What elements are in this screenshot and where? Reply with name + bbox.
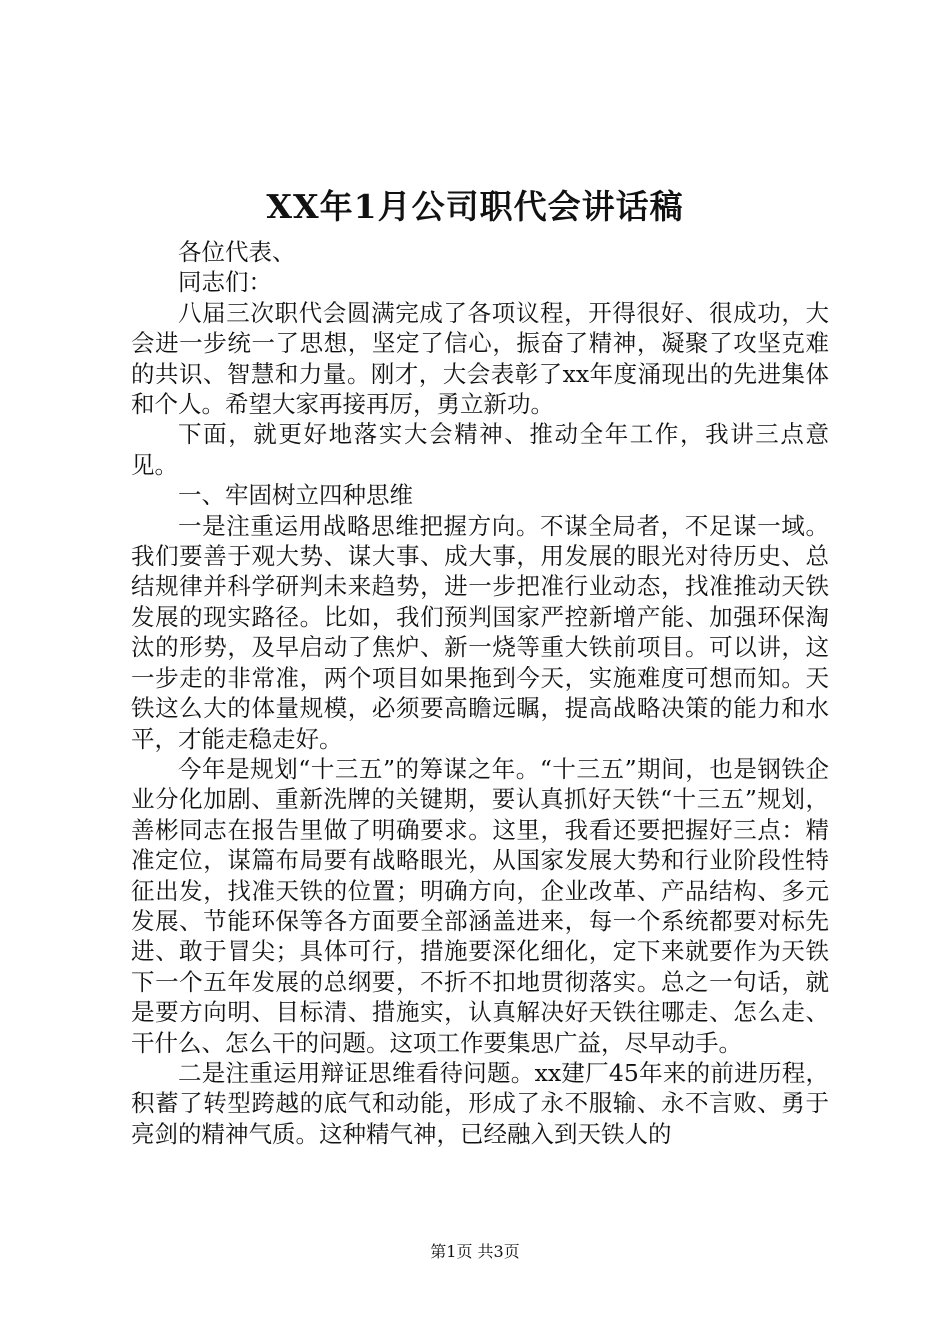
- salutation-line-1: 各位代表、: [178, 238, 296, 266]
- document-body: [131, 237, 829, 1149]
- document-title: XX年1月公司职代会讲话稿: [266, 187, 684, 226]
- section-heading-1: 一、牢固树立四种思维: [178, 481, 413, 510]
- paragraph-dialectical-thinking: 二是注重运用辩证思维看待问题。xx建厂45年来的前进历程，积蓄了转型跨越的底气和动能，形成了永不服输、永不言败、勇于亮剑的精神气质。这种精气神，已经融入到天铁人的: [131, 1058, 829, 1148]
- paragraph-intro: 下面，就更好地落实大会精神、推动全年工作，我讲三点意见。: [131, 420, 829, 479]
- paragraph-13th-five-year: 今年是规划“十三五”的筹谋之年。“十三五”期间，也是钢铁企业分化加剧、重新洗牌的关键期，要认真抓好天铁“十三五”规划，善彬同志在报告里做了明确要求。这里，我看还要把握好三点：精准定位，谋篇布局要有战略眼光，从国家发展大势和行业阶段性特征出发，找准天铁的位置；明确方向，企业改革、产品结构、多元发展、节能环保等各方面要全部涵盖进来，每一个系统都要对标先进、敢于冒尖；具体可行，措施要深化细化，定下来就要作为天铁下一个五年发展的总纲要，不折不扣地贯彻落实。总之一句话，就是要方向明、目标清、措施实，认真解决好天铁往哪走、怎么走、干什么、怎么干的问题。这项工作要集思广益，尽早动手。: [131, 754, 829, 1057]
- salutation-line-2: 同志们：: [178, 268, 272, 297]
- paragraph-strategic-thinking: 一是注重运用战略思维把握方向。不谋全局者，不足谋一域。我们要善于观大势、谋大事、成大事，用发展的眼光对待历史、总结规律并科学研判未来趋势，进一步把准行业动态，找准推动天铁发展的现实路径。比如，我们预判国家严控新增产能、加强环保淘汰的形势，及早启动了焦炉、新一烧等重大铁前项目。可以讲，这一步走的非常准，两个项目如果拖到今天，实施难度可想而知。天铁这么大的体量规模，必须要高瞻远瞩，提高战略决策的能力和水平，才能走稳走好。: [131, 511, 829, 753]
- paragraph-opening: 八届三次职代会圆满完成了各项议程，开得很好、很成功，大会进一步统一了思想，坚定了信心，振奋了精神，凝聚了攻坚克难的共识、智慧和力量。刚才，大会表彰了xx年度涌现出的先进集体和个人。希望大家再接再厉，勇立新功。: [131, 298, 829, 419]
- page-number-footer: 第1页 共3页: [430, 1242, 520, 1261]
